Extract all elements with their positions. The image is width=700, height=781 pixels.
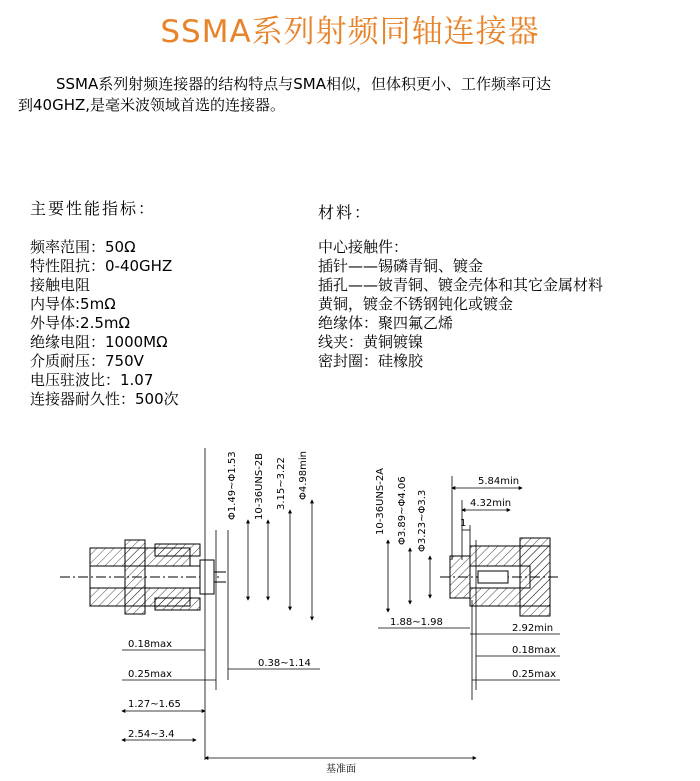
spec-item: 绝缘电阻：1000MΩ (30, 333, 168, 351)
dim-label: 0.38~1.14 (258, 658, 311, 669)
material-item: 插针——锡磷青铜、镀金 (318, 257, 484, 275)
dim-label: 0.18max (128, 639, 173, 650)
materials-heading: 材料： (318, 203, 373, 222)
spec-item: 电压驻波比：1.07 (30, 371, 154, 389)
left-connector-body (60, 540, 226, 614)
spec-item: 介质耐压：750V (30, 352, 144, 370)
dim-label: 0.18max (512, 645, 557, 656)
material-item: 绝缘体：聚四氟乙烯 (318, 314, 454, 332)
dim-label: 2.92min (512, 623, 554, 634)
material-item: 黄铜，镀金不锈钢钝化或镀金 (318, 295, 514, 313)
spec-item: 接触电阻 (30, 276, 91, 294)
spec-item: 特性阻抗：0-40GHZ (30, 257, 173, 275)
material-item: 线夹：黄铜镀镍 (318, 333, 424, 351)
dim-label: 4.32min (470, 498, 512, 509)
right-connector-body (440, 538, 560, 616)
dim-label: 10-36UNS-2B (254, 452, 265, 520)
material-item: 中心接触件： (318, 238, 409, 256)
intro-line-2: 到40GHZ,是毫米波领域首选的连接器。 (18, 96, 286, 114)
spec-item: 内导体:5mΩ (30, 295, 116, 313)
dim-label: 0.25max (512, 669, 557, 680)
page-title: SSMA系列射频同轴连接器 (160, 14, 540, 50)
dim-label: 5.84min (478, 476, 520, 487)
spec-item: 外导体:2.5mΩ (30, 314, 130, 332)
spec-item: 频率范围：50Ω (30, 238, 136, 256)
material-item: 插孔——铍青铜、镀金壳体和其它金属材料 (318, 276, 604, 294)
specs-heading: 主要性能指标： (30, 199, 157, 218)
dim-label: Φ4.98min (298, 451, 309, 500)
dim-label: 2.54~3.4 (128, 729, 175, 740)
material-item: 密封圈：硅橡胶 (318, 352, 424, 370)
dim-label: Φ3.23~Φ3.3 (417, 489, 428, 552)
dim-label: 1.88~1.98 (390, 617, 443, 628)
dim-label: 1 (460, 518, 467, 529)
dim-label: 10-36UNS-2A (375, 467, 386, 535)
dim-label: Φ3.89~Φ4.06 (397, 476, 408, 545)
dim-label: Φ1.49~Φ1.53 (227, 451, 238, 520)
datum-label: 基准面 (326, 764, 356, 775)
dim-label: 0.25max (128, 669, 173, 680)
intro-line-1: SSMA系列射频连接器的结构特点与SMA相似，但体积更小、工作频率可达 (56, 75, 551, 93)
dim-label: 3.15~3.22 (276, 457, 287, 510)
spec-item: 连接器耐久性：500次 (30, 390, 179, 408)
dim-label: 1.27~1.65 (128, 699, 181, 710)
